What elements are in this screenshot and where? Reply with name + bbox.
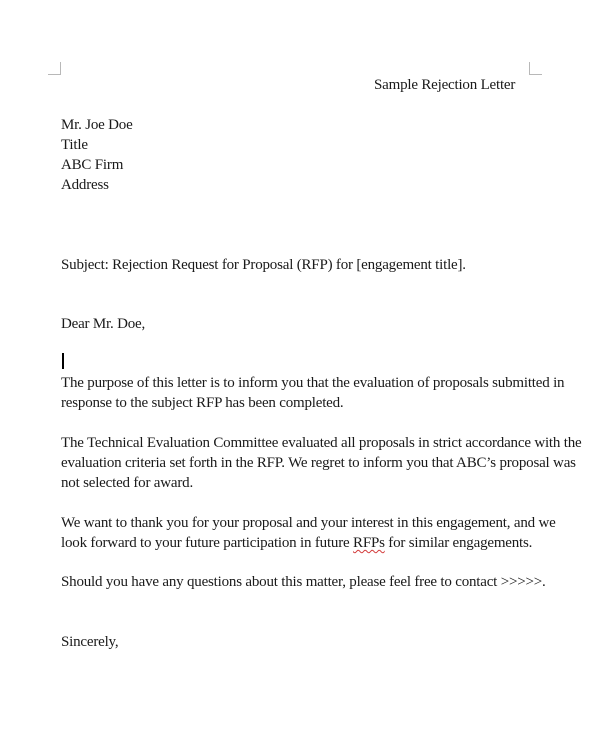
recipient-name[interactable]: Mr. Joe Doe (61, 117, 133, 133)
paragraph-line: Should you have any questions about this matter, please feel free to contact >>>>>. (61, 574, 546, 590)
paragraph-line: We want to thank you for your proposal and your interest in this engagement, and we (61, 515, 556, 531)
paragraph-evaluation[interactable] (61, 433, 581, 493)
paragraph-line: The Technical Evaluation Committee evaluated all proposals in strict accordance with the (61, 435, 582, 451)
recipient-address[interactable]: Address (61, 177, 109, 193)
salutation[interactable]: Dear Mr. Doe, (61, 316, 146, 332)
paragraph-line (61, 533, 556, 553)
margin-corner-mark-top-left (48, 62, 61, 75)
paragraph-line: response to the subject RFP has been completed. (61, 395, 344, 411)
recipient-title[interactable]: Title (61, 137, 88, 153)
paragraph-line: not selected for award. (61, 475, 194, 491)
paragraph-thanks[interactable] (61, 513, 556, 553)
paragraph-line: evaluation criteria set forth in the RFP. We regret to inform you that ABC’s proposal was (61, 455, 576, 471)
margin-corner-mark-top-right (529, 62, 542, 75)
paragraph-purpose[interactable] (61, 373, 564, 413)
recipient-firm[interactable]: ABC Firm (61, 157, 124, 173)
paragraph-line: The purpose of this letter is to inform you that the evaluation of proposals submitted in (61, 375, 565, 391)
text-cursor (62, 353, 64, 369)
spellcheck-flagged-word[interactable]: RFPs (353, 535, 385, 551)
paragraph-text: look forward to your future participation in future (61, 535, 354, 551)
closing[interactable]: Sincerely, (61, 634, 119, 650)
paragraph-text: for similar engagements. (384, 535, 533, 551)
paragraph-contact[interactable] (61, 572, 546, 592)
letter-heading[interactable]: Sample Rejection Letter (374, 77, 516, 93)
subject-line[interactable]: Subject: Rejection Request for Proposal (RFP) for [engagement title]. (61, 257, 466, 273)
